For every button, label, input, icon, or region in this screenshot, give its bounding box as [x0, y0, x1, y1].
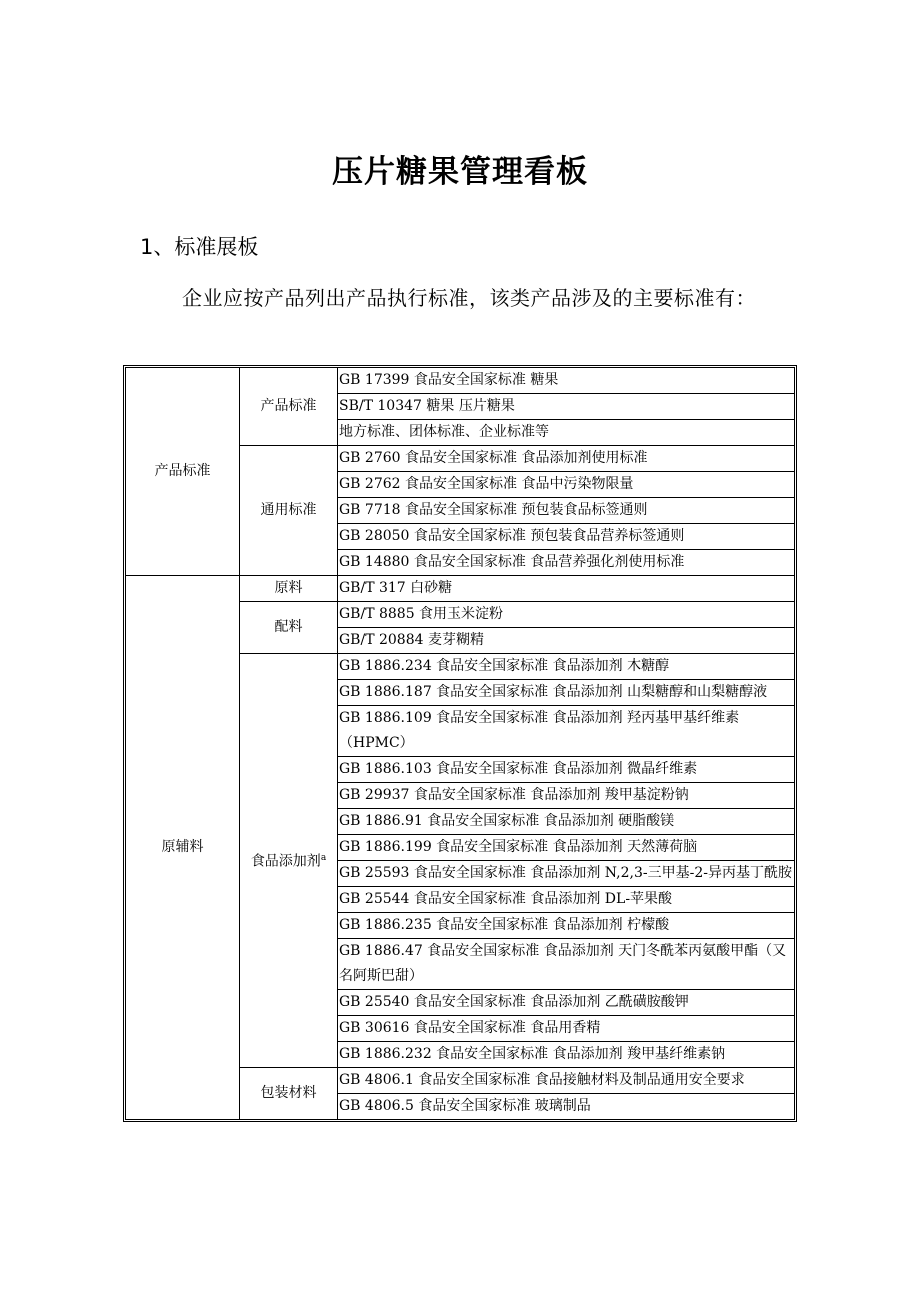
- table-row: [126, 576, 795, 602]
- table-row: [126, 368, 795, 394]
- standard-cell: GB 1886.199 食品安全国家标准 食品添加剂 天然薄荷脑: [338, 835, 795, 861]
- subcategory-ingredients: 配料: [240, 602, 338, 654]
- category-raw-materials: 原辅料: [126, 576, 240, 1120]
- standard-cell: SB/T 10347 糖果 压片糖果: [338, 394, 795, 420]
- standard-cell: GB 1886.235 食品安全国家标准 食品添加剂 柠檬酸: [338, 913, 795, 939]
- subcategory-additives: [240, 654, 338, 1068]
- footnote-marker: a: [320, 853, 327, 864]
- standard-cell: GB 29937 食品安全国家标准 食品添加剂 羧甲基淀粉钠: [338, 783, 795, 809]
- subcategory-general: 通用标准: [240, 446, 338, 576]
- section-heading: 1、标准展板: [140, 235, 259, 259]
- standard-cell: GB/T 20884 麦芽糊精: [338, 628, 795, 654]
- standard-cell: GB 2762 食品安全国家标准 食品中污染物限量: [338, 472, 795, 498]
- subcategory-product: 产品标准: [240, 368, 338, 446]
- standard-cell: 地方标准、团体标准、企业标准等: [338, 420, 795, 446]
- standard-cell: GB 1886.234 食品安全国家标准 食品添加剂 木糖醇: [338, 654, 795, 680]
- standards-table: [125, 367, 795, 1120]
- standard-cell: GB 1886.47 食品安全国家标准 食品添加剂 天门冬酰苯丙氨酸甲酯（又名阿斯巴甜）: [338, 939, 795, 990]
- standard-cell: GB 25540 食品安全国家标准 食品添加剂 乙酰磺胺酸钾: [338, 990, 795, 1016]
- standard-cell: GB 30616 食品安全国家标准 食品用香精: [338, 1016, 795, 1042]
- intro-paragraph: 企业应按产品列出产品执行标准，该类产品涉及的主要标准有：: [182, 286, 756, 310]
- standard-cell: GB 17399 食品安全国家标准 糖果: [338, 368, 795, 394]
- standard-cell: GB 1886.187 食品安全国家标准 食品添加剂 山梨糖醇和山梨糖醇液: [338, 680, 795, 706]
- standards-table-frame: [123, 365, 797, 1122]
- standard-cell: GB 1886.232 食品安全国家标准 食品添加剂 羧甲基纤维素钠: [338, 1042, 795, 1068]
- standard-cell: GB/T 317 白砂糖: [338, 576, 795, 602]
- standard-cell: GB/T 8885 食用玉米淀粉: [338, 602, 795, 628]
- standard-cell: GB 2760 食品安全国家标准 食品添加剂使用标准: [338, 446, 795, 472]
- standard-cell: GB 4806.1 食品安全国家标准 食品接触材料及制品通用安全要求: [338, 1068, 795, 1094]
- additives-label: 食品添加剂: [250, 853, 321, 870]
- standard-cell: GB 1886.103 食品安全国家标准 食品添加剂 微晶纤维素: [338, 757, 795, 783]
- subcategory-packaging: 包装材料: [240, 1068, 338, 1120]
- standard-cell: GB 28050 食品安全国家标准 预包装食品营养标签通则: [338, 524, 795, 550]
- standard-cell: GB 14880 食品安全国家标准 食品营养强化剂使用标准: [338, 550, 795, 576]
- category-product-standards: 产品标准: [126, 368, 240, 576]
- standard-cell: GB 25544 食品安全国家标准 食品添加剂 DL-苹果酸: [338, 887, 795, 913]
- page-title: 压片糖果管理看板: [332, 154, 588, 190]
- subcategory-main-material: 原料: [240, 576, 338, 602]
- standard-cell: GB 1886.109 食品安全国家标准 食品添加剂 羟丙基甲基纤维素（HPMC）: [338, 706, 795, 757]
- standard-cell: GB 25593 食品安全国家标准 食品添加剂 N,2,3-三甲基-2-异丙基丁酰胺: [338, 861, 795, 887]
- standard-cell: GB 1886.91 食品安全国家标准 食品添加剂 硬脂酸镁: [338, 809, 795, 835]
- standard-cell: GB 7718 食品安全国家标准 预包装食品标签通则: [338, 498, 795, 524]
- standard-cell: GB 4806.5 食品安全国家标准 玻璃制品: [338, 1094, 795, 1120]
